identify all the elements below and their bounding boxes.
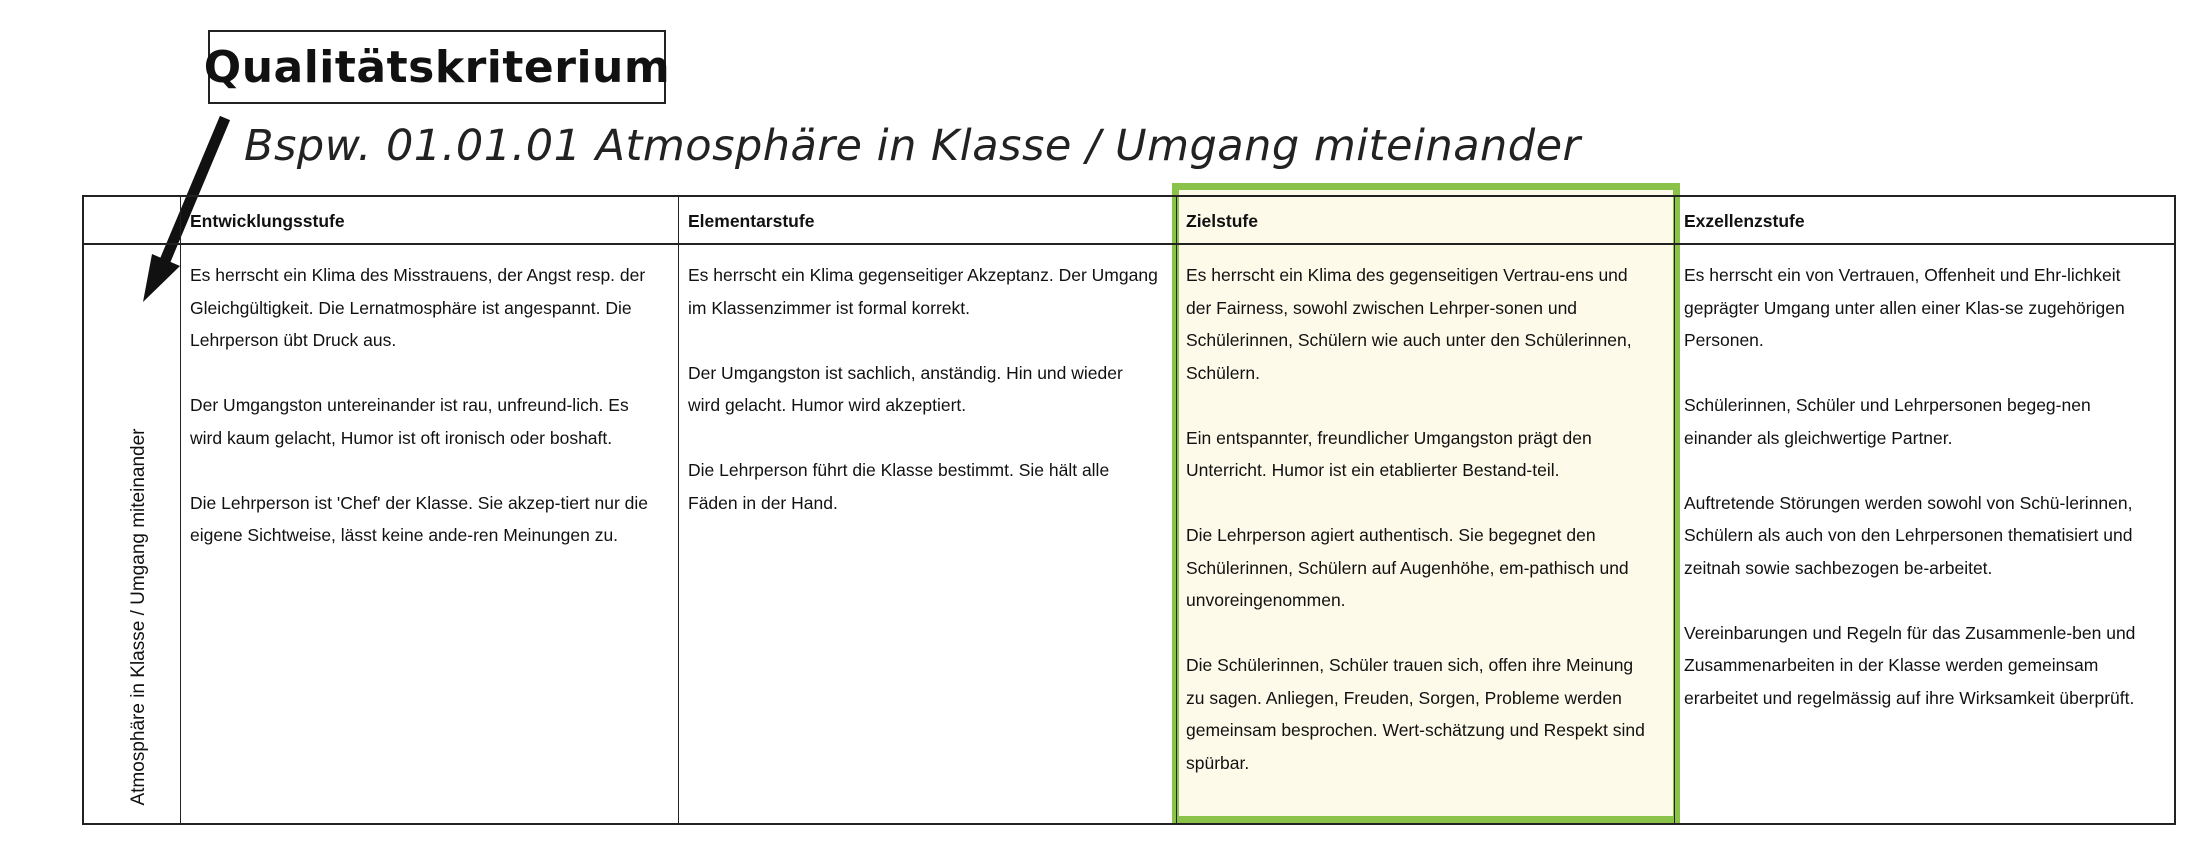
cell-paragraph: Die Lehrperson agiert authentisch. Sie begegnet den Schülerinnen, Schülern auf Augenhöhe, em-pathisch und unvoreingenommen. [1186,525,1629,610]
cell-paragraph: Der Umgangston ist sachlich, anständig. Hin und wieder wird gelacht. Humor wird akzeptiert. [688,362,1123,415]
column-header: Zielstufe [1186,211,1258,231]
column-divider [1674,197,1675,823]
quality-criterion-text: Qualitätskriterium [203,41,671,93]
cell-paragraph: Auftretende Störungen werden sowohl von Schü-lerinnen, Schülern als auch von den Lehrpersonen thematisiert und zeitnah sowie sachbezogen be-arbeitet. [1684,492,2133,578]
cell-elementarstufe [688,259,1158,519]
cell-exzellenzstufe [1684,259,2156,714]
rubric-table [82,195,2176,825]
cell-paragraph: Ein entspannter, freundlicher Umgangston prägt den Unterricht. Humor ist ein etablierter Bestand-teil. [1186,427,1592,480]
cell-paragraph: Vereinbarungen und Regeln für das Zusammenle-ben und Zusammenarbeiten in der Klasse werden gemeinsam erarbeitet und regelmässig auf ihre Wirksamkeit überprüft. [1684,622,2136,708]
cell-zielstufe [1186,259,1656,779]
cell-paragraph: Die Lehrperson ist 'Chef' der Klasse. Sie akzep-tiert nur die eigene Sichtweise, lässt keine ande-ren Meinungen zu. [190,492,649,545]
cell-paragraph: Der Umgangston untereinander ist rau, unfreund-lich. Es wird kaum gelacht, Humor ist oft ironisch oder boshaft. [190,395,629,448]
cell-paragraph: Es herrscht ein Klima des Misstrauens, der Angst resp. der Gleichgültigkeit. Die Lernatmosphäre ist angespannt. Die Lehrperson übt Druck aus. [190,265,646,350]
column-header: Entwicklungsstufe [190,211,345,231]
column-divider [180,197,181,823]
cell-entwicklungsstufe [190,259,660,552]
cell-paragraph: Es herrscht ein von Vertrauen, Offenheit und Ehr-lichkeit geprägter Umgang unter allen einer Klas-se zugehörigen Personen. [1684,265,2125,350]
criterion-example-subtitle: Bspw. 01.01.01 Atmosphäre in Klasse / Umgang miteinander [244,121,1581,171]
table-header-row [84,197,2174,245]
cell-paragraph: Die Lehrperson führt die Klasse bestimmt. Sie hält alle Fäden in der Hand. [688,460,1110,513]
column-divider [678,197,679,823]
column-divider [1176,197,1177,823]
cell-paragraph: Es herrscht ein Klima gegenseitiger Akzeptanz. Der Umgang im Klassenzimmer ist formal korrekt. [688,265,1158,318]
column-header: Elementarstufe [688,211,815,231]
cell-paragraph: Die Schülerinnen, Schüler trauen sich, offen ihre Meinung zu sagen. Anliegen, Freuden, Sorgen, Probleme werden gemeinsam besprochen. Wert-schätzung und Respekt sind spürbar. [1186,655,1645,773]
cell-paragraph: Es herrscht ein Klima des gegenseitigen Vertrau-ens und der Fairness, sowohl zwischen Lehrper-sonen und Schülerinnen, Schülern wie auch unter den Schülerinnen, Schülern. [1186,265,1632,383]
cell-paragraph: Schülerinnen, Schüler und Lehrpersonen begeg-nen einander als gleichwertige Partner. [1684,395,2091,448]
column-header: Exzellenzstufe [1684,211,1805,231]
row-label-vertical: Atmosphäre in Klasse / Umgang miteinander [128,428,149,806]
